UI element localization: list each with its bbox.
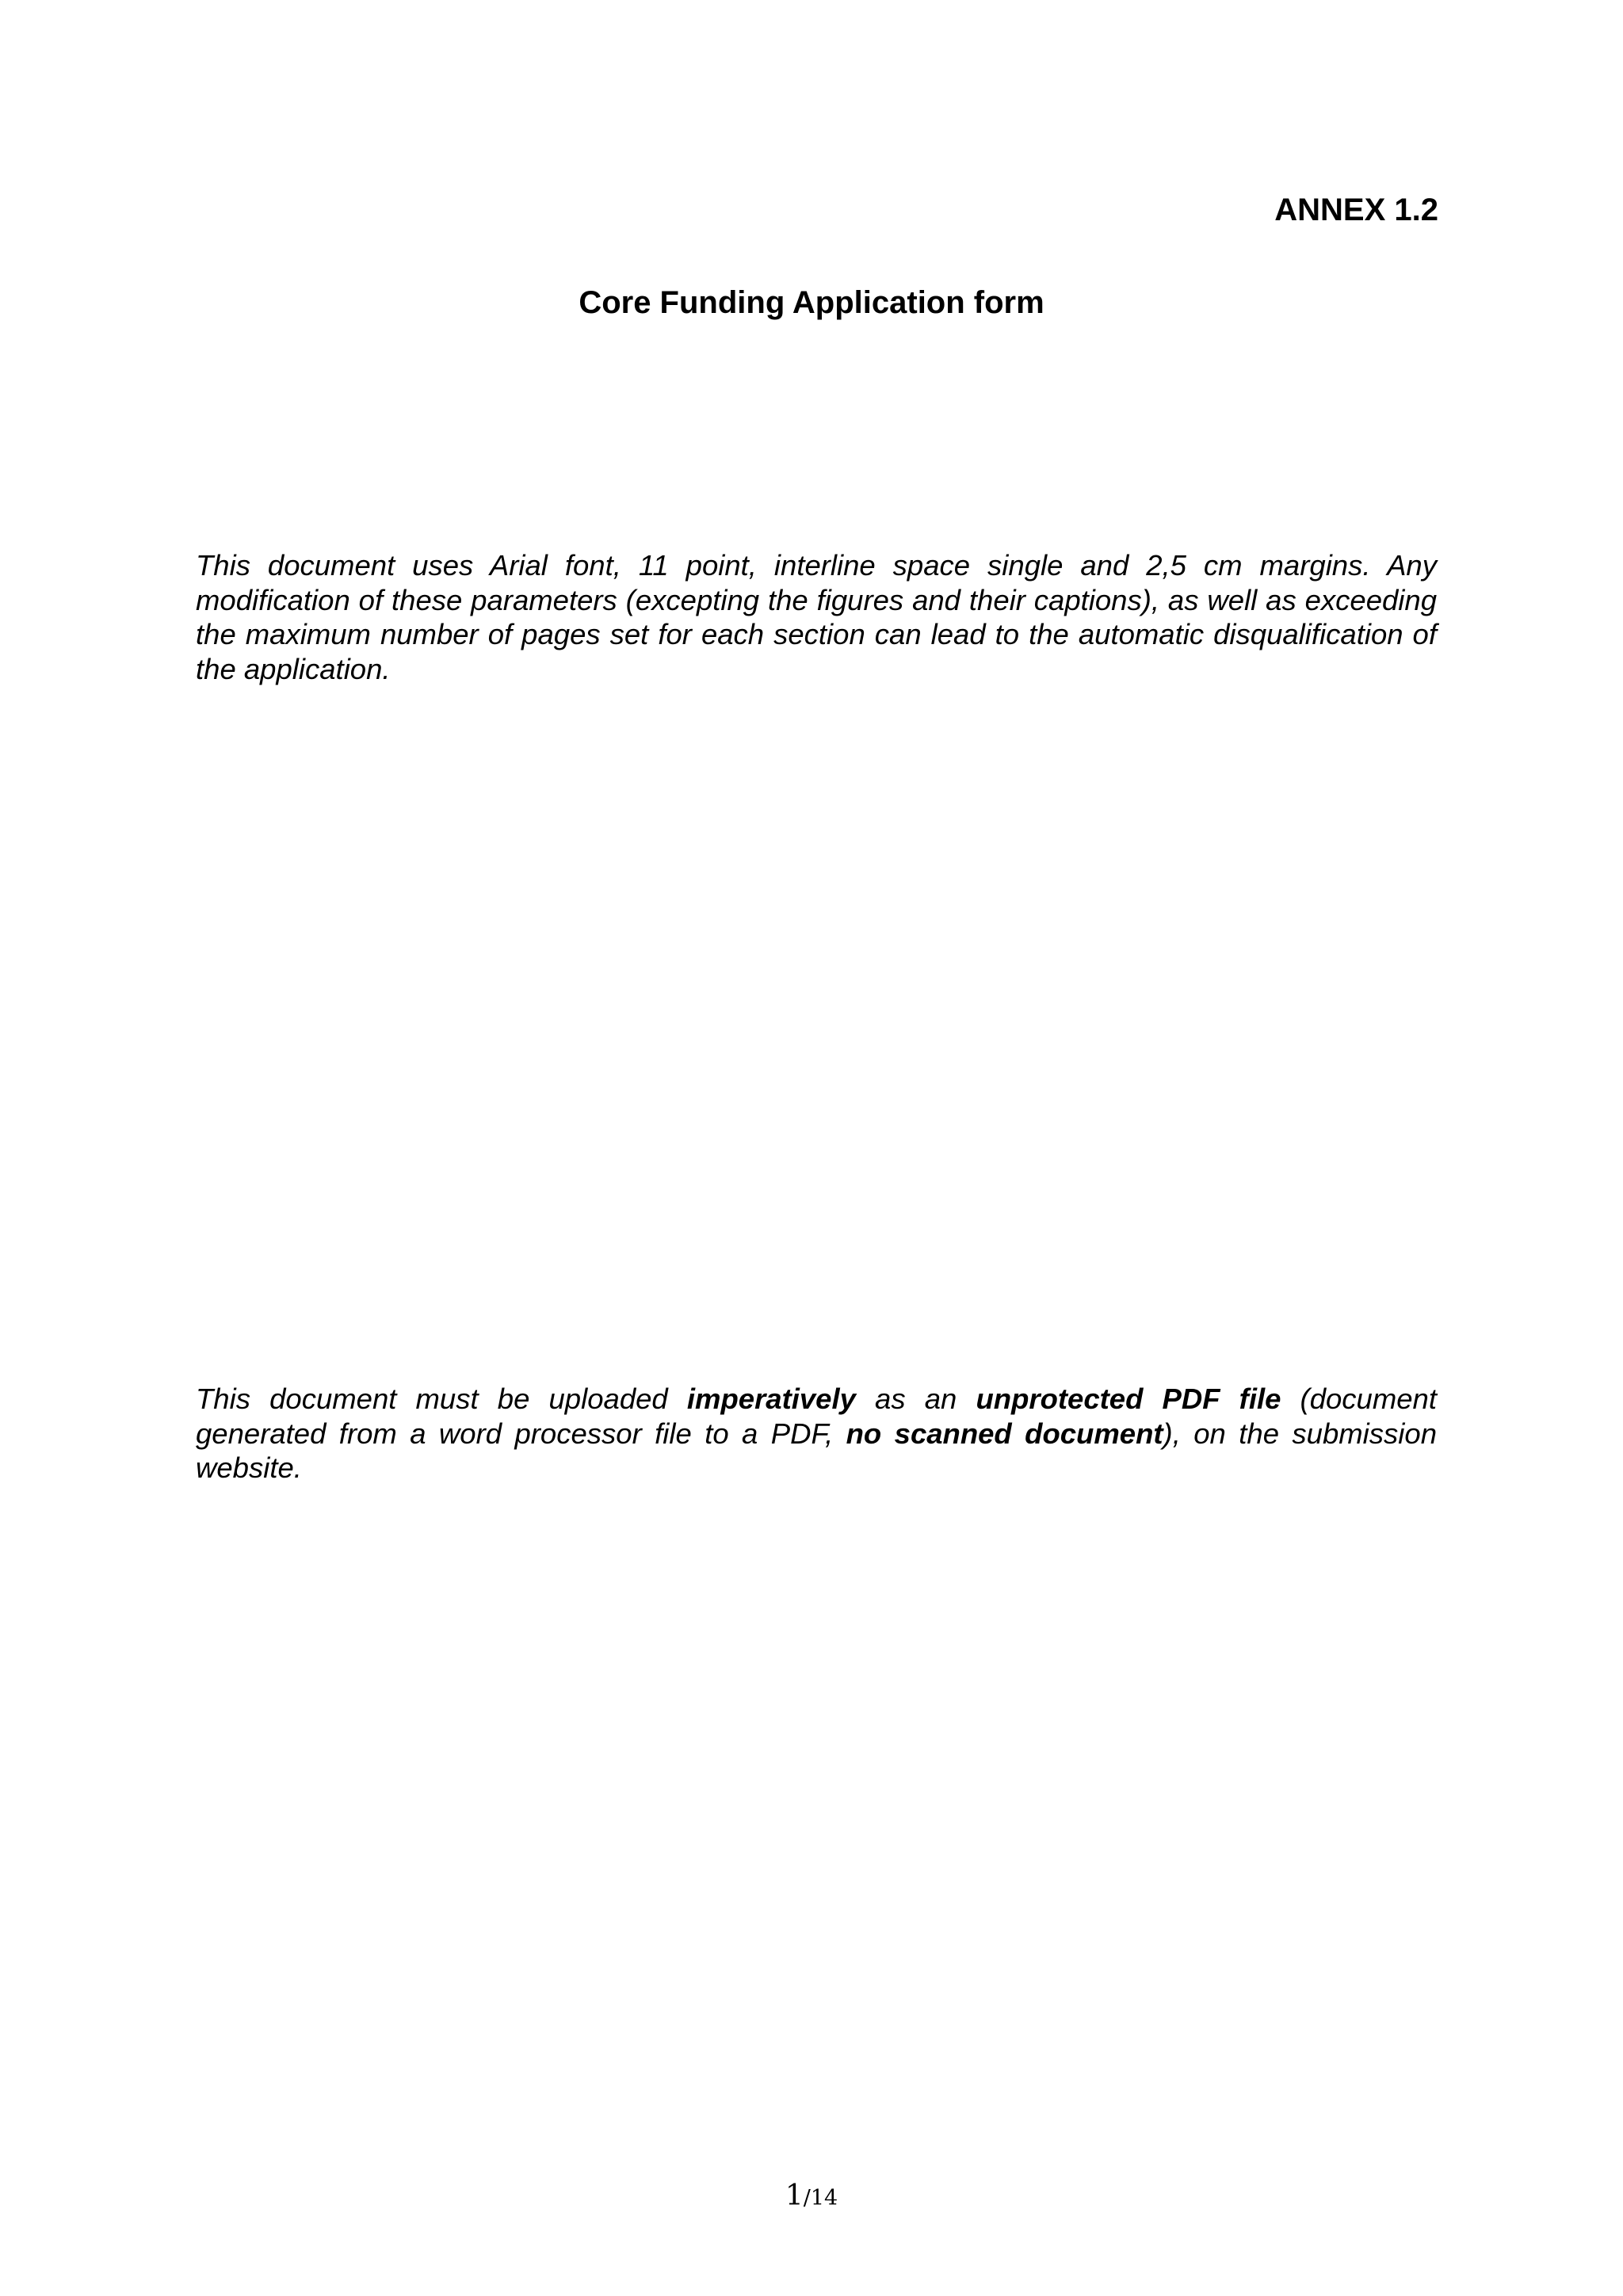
page-total: 14: [810, 2186, 838, 2210]
page-separator: /: [803, 2186, 811, 2210]
upload-emphasis-no-scan: no scanned document: [846, 1417, 1163, 1450]
formatting-instructions: This document uses Arial font, 11 point, interline space single and 2,5 cm margins. Any modification of these parameters (excepting the figures and their captions), as well as exceeding the maximum number of pages set for each section can lead to the automatic disqualification of the application.: [196, 549, 1437, 685]
annex-label: ANNEX 1.2: [1274, 193, 1438, 227]
upload-text-1: This document must be uploaded: [196, 1383, 687, 1415]
page-number: [0, 2180, 1623, 2212]
upload-text-3: (document generated from a word processor file to a PDF,: [196, 1383, 1437, 1450]
upload-text-4: ), on the submission website.: [196, 1417, 1437, 1484]
upload-text-2: as an: [855, 1383, 976, 1415]
upload-instructions: [196, 1382, 1437, 1486]
upload-emphasis-pdf: unprotected PDF file: [976, 1383, 1281, 1415]
document-title: Core Funding Application form: [579, 285, 1044, 320]
upload-emphasis-imperatively: imperatively: [686, 1383, 856, 1415]
page-current: 1: [785, 2180, 804, 2212]
